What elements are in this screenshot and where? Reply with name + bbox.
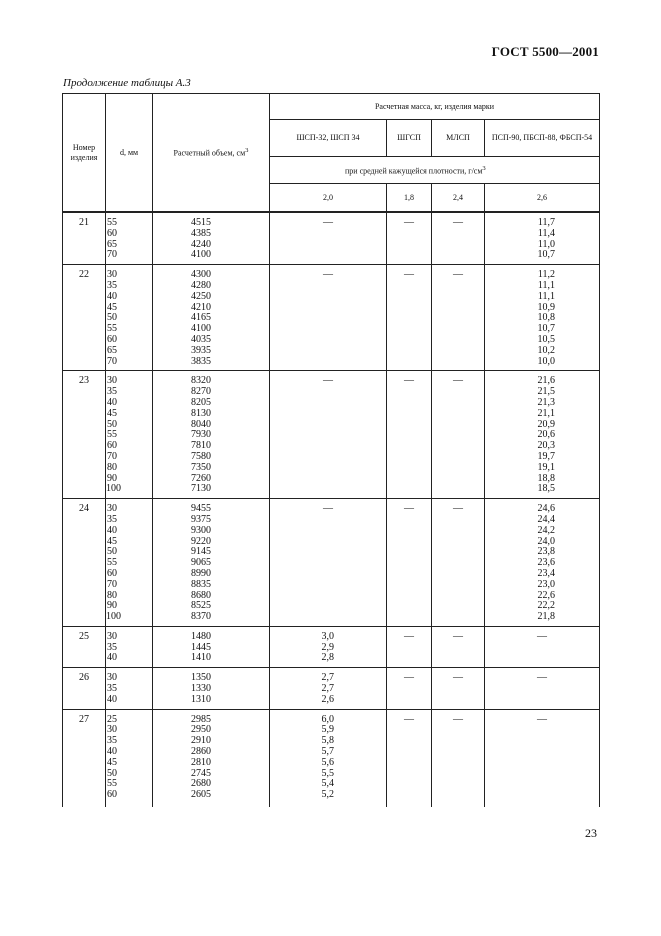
- page-number: 23: [585, 826, 597, 840]
- diameter-cell: [106, 499, 153, 627]
- mass-shgsp-cell: —: [387, 668, 432, 709]
- volume-value: 4210: [191, 301, 211, 313]
- volume-cell: [153, 668, 270, 709]
- volume-value: 8990: [191, 567, 211, 579]
- volume-value: 2910: [191, 735, 211, 747]
- volume-value: 8320: [191, 375, 211, 387]
- diameter-value: 50: [107, 418, 117, 430]
- item-number-cell: 22: [63, 265, 106, 371]
- volume-value: 7130: [191, 483, 211, 495]
- item-number-cell: 26: [63, 668, 106, 709]
- diameter-cell: [106, 265, 153, 371]
- diameter-value: 30: [107, 724, 117, 736]
- volume-value: 4250: [191, 290, 211, 302]
- mass-shgsp-cell: —: [387, 265, 432, 371]
- header-diameter: d, мм: [106, 94, 153, 213]
- mass-value: —: [323, 375, 333, 387]
- mass-shgsp-cell: —: [387, 709, 432, 807]
- item-number-cell: 27: [63, 709, 106, 807]
- volume-value: 9145: [191, 546, 211, 558]
- header-brand-shgsp: ШГСП: [387, 120, 432, 157]
- diameter-value: 55: [107, 323, 117, 335]
- table-row-group: [63, 265, 600, 371]
- mass-value: 5,2: [321, 789, 334, 801]
- mass-mlsp-cell: —: [432, 709, 485, 807]
- diameter-value: 60: [107, 333, 117, 345]
- diameter-value: 45: [107, 407, 117, 419]
- mass-value: 21,5: [537, 386, 556, 398]
- diameter-value: 55: [107, 429, 117, 441]
- mass-value: 21,6: [537, 375, 556, 387]
- volume-value: 9375: [191, 513, 211, 525]
- table-row-group: [63, 499, 600, 627]
- diameter-value: 65: [107, 238, 117, 250]
- mass-value: 20,6: [537, 429, 556, 441]
- mass-mlsp-cell: —: [432, 265, 485, 371]
- volume-value: 1445: [191, 641, 211, 653]
- mass-shsp-cell: [270, 499, 387, 627]
- mass-value: 20,3: [537, 440, 556, 452]
- header-item-number: Номер изделия: [63, 94, 106, 213]
- diameter-value: 35: [107, 683, 117, 695]
- volume-value: 8835: [191, 578, 211, 590]
- mass-value: 11,0: [537, 238, 556, 250]
- volume-value: 2680: [191, 778, 211, 790]
- volume-cell: [153, 371, 270, 499]
- volume-value: 7350: [191, 461, 211, 473]
- volume-value: 4515: [191, 217, 211, 228]
- volume-value: 9065: [191, 557, 211, 569]
- volume-value: 8525: [191, 600, 211, 612]
- diameter-value: 35: [107, 386, 117, 398]
- mass-value: 2,6: [321, 693, 334, 705]
- volume-value: 2985: [191, 713, 211, 725]
- header-mass-group: Расчетная масса, кг, изделия марки: [270, 94, 600, 120]
- mass-shsp-cell: [270, 371, 387, 499]
- diameter-value: 60: [107, 440, 117, 452]
- mass-mlsp-cell: —: [432, 371, 485, 499]
- volume-cell: [153, 265, 270, 371]
- volume-value: 8680: [191, 589, 211, 601]
- diameter-value: 55: [107, 217, 117, 228]
- volume-value: 2860: [191, 746, 211, 758]
- mass-psp-cell: [485, 265, 600, 371]
- volume-value: 2745: [191, 767, 211, 779]
- diameter-value: 80: [107, 461, 117, 473]
- volume-value: 1330: [191, 683, 211, 695]
- diameter-value: 30: [107, 630, 117, 642]
- diameter-value: 90: [107, 472, 117, 484]
- mass-mlsp-cell: —: [432, 212, 485, 265]
- diameter-value: 35: [107, 513, 117, 525]
- mass-value: 20,9: [537, 418, 556, 430]
- diameter-cell: [106, 709, 153, 807]
- header-density-4: 2,6: [485, 184, 600, 213]
- volume-value: 7930: [191, 429, 211, 441]
- diameter-value: 35: [107, 641, 117, 653]
- diameter-value: 70: [107, 355, 117, 367]
- diameter-value: 30: [107, 672, 117, 684]
- mass-value: 23,4: [537, 567, 556, 579]
- mass-value: 10,9: [537, 301, 556, 313]
- mass-value: 18,5: [537, 483, 556, 495]
- mass-shgsp-cell: —: [387, 499, 432, 627]
- diameter-value: 100: [106, 611, 121, 623]
- mass-value: 5,6: [321, 756, 334, 768]
- mass-shsp-cell: [270, 212, 387, 265]
- mass-value: 2,7: [321, 672, 334, 684]
- mass-value: 10,7: [537, 249, 556, 261]
- mass-value: 23,6: [537, 557, 556, 569]
- mass-value: 10,0: [537, 355, 556, 367]
- diameter-value: 40: [107, 396, 117, 408]
- diameter-value: 100: [106, 483, 121, 495]
- mass-value: 11,7: [537, 217, 556, 228]
- volume-value: 4100: [191, 249, 211, 261]
- table-row-group: [63, 371, 600, 499]
- volume-cell: [153, 626, 270, 667]
- mass-value: —: [323, 269, 333, 281]
- volume-cell: [153, 709, 270, 807]
- volume-value: 4385: [191, 227, 211, 239]
- mass-value: —: [323, 503, 333, 515]
- header-density-label: при средней кажущейся плотности, $г/см^3$: [270, 157, 600, 184]
- diameter-cell: [106, 668, 153, 709]
- mass-psp-cell: [485, 212, 600, 265]
- volume-value: 1310: [191, 693, 211, 705]
- volume-value: 4300: [191, 269, 211, 281]
- diameter-cell: [106, 626, 153, 667]
- mass-value: 5,9: [321, 724, 334, 736]
- mass-value: 10,8: [537, 312, 556, 324]
- diameter-value: 25: [107, 713, 117, 725]
- mass-value: 24,0: [537, 535, 556, 547]
- mass-psp-cell: [485, 371, 600, 499]
- mass-value: 18,8: [537, 472, 556, 484]
- table-row-group: [63, 212, 600, 265]
- mass-value: 5,4: [321, 778, 334, 790]
- diameter-value: 90: [107, 600, 117, 612]
- item-number-cell: 23: [63, 371, 106, 499]
- mass-shgsp-cell: —: [387, 212, 432, 265]
- volume-value: 3835: [191, 355, 211, 367]
- table-row-group: [63, 668, 600, 709]
- mass-value: 23,8: [537, 546, 556, 558]
- diameter-value: 80: [107, 589, 117, 601]
- volume-cell: [153, 499, 270, 627]
- volume-value: 2810: [191, 756, 211, 768]
- mass-value: 11,1: [537, 290, 556, 302]
- diameter-cell: [106, 212, 153, 265]
- diameter-value: 70: [107, 249, 117, 261]
- mass-value: 5,7: [321, 746, 334, 758]
- mass-value: 10,2: [537, 344, 556, 356]
- diameter-value: 40: [107, 746, 117, 758]
- mass-shsp-cell: [270, 709, 387, 807]
- mass-value: 21,8: [537, 611, 556, 623]
- mass-shsp-cell: [270, 668, 387, 709]
- diameter-value: 30: [107, 269, 117, 281]
- diameter-value: 45: [107, 756, 117, 768]
- volume-value: 1410: [191, 652, 211, 664]
- diameter-value: 35: [107, 735, 117, 747]
- diameter-value: 40: [107, 693, 117, 705]
- mass-value: 21,1: [537, 407, 556, 419]
- mass-table: [62, 93, 600, 807]
- diameter-value: 60: [107, 227, 117, 239]
- volume-value: 7580: [191, 450, 211, 462]
- diameter-value: 50: [107, 546, 117, 558]
- volume-value: 7810: [191, 440, 211, 452]
- mass-value: 24,6: [537, 503, 556, 515]
- header-density-1: 2,0: [270, 184, 387, 213]
- mass-value: 2,7: [321, 683, 334, 695]
- header-brand-shsp: ШСП-32, ШСП 34: [270, 120, 387, 157]
- diameter-cell: [106, 371, 153, 499]
- mass-value: 21,3: [537, 396, 556, 408]
- diameter-value: 70: [107, 578, 117, 590]
- volume-value: 4280: [191, 279, 211, 291]
- mass-value: 11,1: [537, 279, 556, 291]
- volume-value: 8205: [191, 396, 211, 408]
- diameter-value: 50: [107, 312, 117, 324]
- mass-value: 19,1: [537, 461, 556, 473]
- volume-value: 9455: [191, 503, 211, 515]
- volume-value: 8130: [191, 407, 211, 419]
- mass-psp-cell: [485, 626, 600, 667]
- volume-value: 9220: [191, 535, 211, 547]
- mass-value: 5,8: [321, 735, 334, 747]
- header-density-3: 2,4: [432, 184, 485, 213]
- table-row-group: [63, 626, 600, 667]
- mass-psp-cell: [485, 499, 600, 627]
- volume-value: 4165: [191, 312, 211, 324]
- mass-value: 6,0: [321, 713, 334, 725]
- mass-value: —: [537, 713, 548, 725]
- item-number-cell: 25: [63, 626, 106, 667]
- mass-mlsp-cell: —: [432, 499, 485, 627]
- header-brand-psp: ПСП-90, ПБСП-88, ФБСП-54: [485, 120, 600, 157]
- volume-value: 4035: [191, 333, 211, 345]
- diameter-value: 40: [107, 290, 117, 302]
- mass-value: 22,2: [537, 600, 556, 612]
- diameter-value: 45: [107, 535, 117, 547]
- mass-value: 19,7: [537, 450, 556, 462]
- volume-value: 2950: [191, 724, 211, 736]
- volume-value: 8040: [191, 418, 211, 430]
- volume-value: 4100: [191, 323, 211, 335]
- mass-psp-cell: [485, 668, 600, 709]
- mass-value: 11,4: [537, 227, 556, 239]
- mass-value: 22,6: [537, 589, 556, 601]
- document-code: ГОСТ 5500—2001: [491, 44, 599, 59]
- table-caption: Продолжение таблицы А.3: [63, 77, 191, 89]
- mass-shgsp-cell: —: [387, 626, 432, 667]
- diameter-value: 30: [107, 503, 117, 515]
- mass-value: —: [537, 630, 548, 642]
- item-number-cell: 24: [63, 499, 106, 627]
- volume-cell: [153, 212, 270, 265]
- mass-value: 10,5: [537, 333, 556, 345]
- diameter-value: 35: [107, 279, 117, 291]
- mass-value: 2,9: [321, 641, 334, 653]
- mass-shgsp-cell: —: [387, 371, 432, 499]
- diameter-value: 55: [107, 557, 117, 569]
- diameter-value: 40: [107, 524, 117, 536]
- volume-value: 1350: [191, 672, 211, 684]
- mass-shsp-cell: [270, 265, 387, 371]
- volume-value: 8370: [191, 611, 211, 623]
- volume-value: 9300: [191, 524, 211, 536]
- diameter-value: 40: [107, 652, 117, 664]
- mass-value: 24,2: [537, 524, 556, 536]
- mass-value: —: [537, 672, 548, 684]
- mass-mlsp-cell: —: [432, 668, 485, 709]
- volume-value: 3935: [191, 344, 211, 356]
- volume-value: 7260: [191, 472, 211, 484]
- mass-mlsp-cell: —: [432, 626, 485, 667]
- diameter-value: 55: [107, 778, 117, 790]
- header-density-2: 1,8: [387, 184, 432, 213]
- table-row-group: [63, 709, 600, 807]
- mass-value: 5,5: [321, 767, 334, 779]
- diameter-value: 60: [107, 789, 117, 801]
- diameter-value: 70: [107, 450, 117, 462]
- mass-value: 23,0: [537, 578, 556, 590]
- item-number-cell: 21: [63, 212, 106, 265]
- mass-value: 2,8: [321, 652, 334, 664]
- diameter-value: 50: [107, 767, 117, 779]
- mass-value: 24,4: [537, 513, 556, 525]
- mass-shsp-cell: [270, 626, 387, 667]
- header-brand-mlsp: МЛСП: [432, 120, 485, 157]
- mass-psp-cell: [485, 709, 600, 807]
- mass-value: —: [323, 217, 333, 228]
- mass-value: 3,0: [321, 630, 334, 642]
- volume-value: 8270: [191, 386, 211, 398]
- diameter-value: 30: [107, 375, 117, 387]
- volume-value: 1480: [191, 630, 211, 642]
- mass-value: 10,7: [537, 323, 556, 335]
- mass-value: 11,2: [537, 269, 556, 281]
- volume-value: 2605: [191, 789, 211, 801]
- header-volume: Расчетный объем, $см^3$: [153, 94, 270, 213]
- diameter-value: 45: [107, 301, 117, 313]
- diameter-value: 65: [107, 344, 117, 356]
- diameter-value: 60: [107, 567, 117, 579]
- volume-value: 4240: [191, 238, 211, 250]
